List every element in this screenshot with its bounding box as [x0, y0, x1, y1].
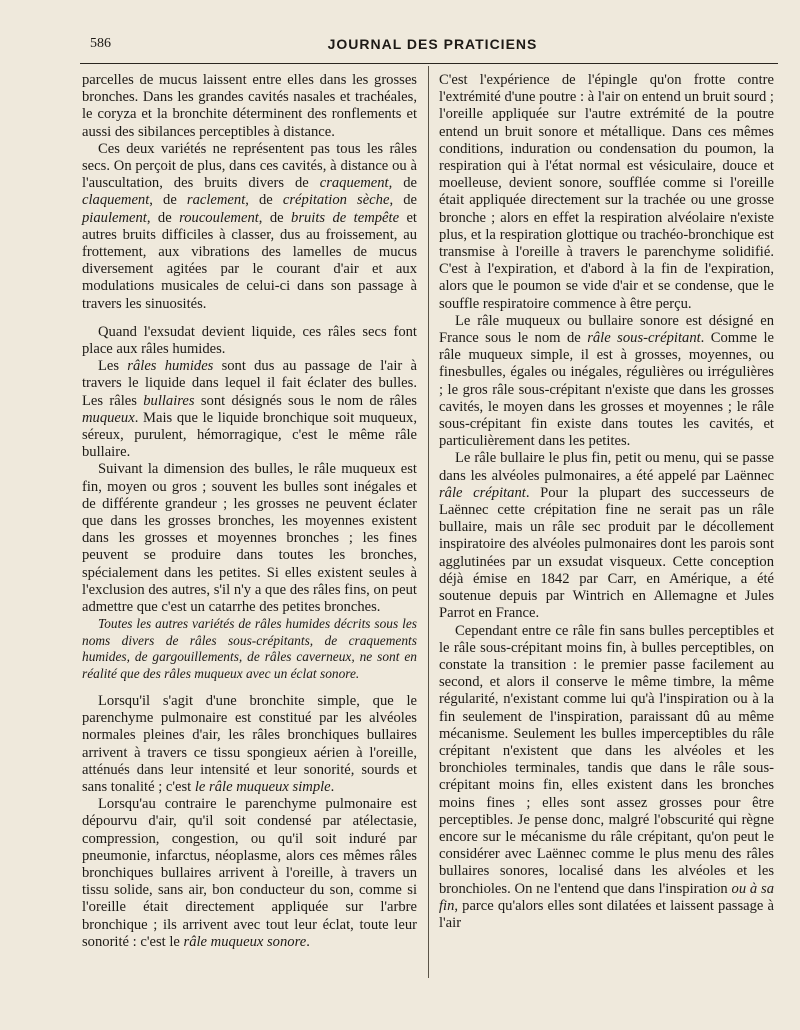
text-run: . Pour la plupart des successeurs de Laënnec cette crépitation fine ne serait pas un râle bullaire, mais un râle sec produit par le décollement inspiratoire des alvéoles pulmonaires dont les parois sont agglutinées par un exsudat visqueux. Cette conception déjà émise en 1842 par Carr, en Amérique, a été soutenue depuis par Wintrich en Allemagne et Jules Parrot en France. [439, 484, 774, 622]
text-run: et autres bruits difficiles à classer, dus au froissement, au frottement, aux vibrations des lamelles de mucus diversement agitées par le courant d'air et aux modulations musicales de celui-ci dans son passage à travers les sinuosités. [82, 209, 417, 312]
italic-term: roucoulement [179, 209, 259, 226]
running-title: JOURNAL DES PRATICIENS [327, 36, 538, 52]
italic-term: raclement [186, 192, 246, 209]
left-column [82, 72, 417, 951]
text-run: . Mais que le liquide bronchique soit muqueux, séreux, purulent, hémorragique, c'est le même râle bullaire. [82, 409, 417, 461]
italic-term: râle sous-crépitant [587, 330, 701, 347]
paragraph [82, 358, 417, 461]
paragraph: C'est l'expérience de l'épingle qu'on frotte contre l'extrémité d'une poutre : à l'air on entend un bruit sourd ; l'oreille appliquée sur l'autre extrémité de la poutre entend un bruit sonore et métallique. Dans ces mêmes conditions, induration ou condensation du poumon, la respiration qui à l'état normal est vésiculaire, douce et moelleuse, devient sonore, soufflée comme si l'oreille était appliquée directement sur la trachée ou une grosse bronche ; alors en effet la respiration alvéolaire n'existe plus, et la respiration glottique ou trachéo-bronchique est transmise à l'oreille à travers le parenchyme solidifié. C'est à l'expiration, et d'abord à la fin de l'expiration, alors que le poumon se vide d'air et se condense, que le souffle respiratoire commence à être perçu. [439, 72, 774, 312]
text-run: , de [245, 192, 283, 209]
text-run: Les [98, 358, 128, 375]
text-run: Cependant entre ce râle fin sans bulles perceptibles et le râle sous-crépitant moins fin, à bulles perceptibles, on constate la transition : le premier passe facilement au second, et alors il conserve le même timbre, la même régularité, n'existant comme lui qu'à l'inspiration ou à la fin seulement de l'inspiration, paraissant dû au même mécanisme. Seulement les bulles imperceptibles du râle crépitant n'existent que dans les alvéoles et les bronchioles terminales, tandis que dans le râle sous-crépitant moins fin, elles existent dans les bronches moins fines ; elles sont assez grosses pour être perceptibles. Je pense donc, malgré l'obscurité qui règne encore sur le mécanisme du râle crépitant, qu'on peut le considérer avec Laënnec comme le plus menu des râles bullaires sonores, localisé dans les alvéoles et les bronchioles. On ne l'entend que dans l'inspiration [439, 622, 774, 897]
header-rule [80, 63, 778, 64]
paragraph [439, 313, 774, 451]
column-divider [428, 66, 429, 978]
italic-term: râle crépitant [439, 484, 526, 501]
italic-term: craquement [319, 175, 389, 192]
page-number: 586 [90, 36, 111, 51]
text-run: sont désignés sous le nom de râles [194, 392, 417, 409]
text-run: , de [149, 192, 187, 209]
italic-term: le râle muqueux simple [194, 778, 331, 795]
paragraph [439, 450, 774, 622]
text-run: , de [389, 192, 417, 209]
paragraph [82, 141, 417, 313]
italic-note: Toutes les autres variétés de râles humides décrits sous les noms divers de râles sous-crépitants, de craquements humides, de gargouillements, de râles caverneux, ne sont en réalité que des râles muqueux avec un éclat sonore. [82, 616, 417, 681]
text-run: Le râle muqueux ou bullaire sonore est désigné en France sous le nom de [439, 312, 774, 347]
text-run: . [330, 778, 335, 795]
paragraph: Suivant la dimension des bulles, le râle muqueux est fin, moyen ou gros ; souvent les bulles sont inégales et de différente grandeur ; les grosses ne peuvent éclater que dans les grosses bronches, les moyennes existent dans les grosses et moyennes bronches ; les fines peuvent se produire dans toutes les bronches, spécialement dans les petites. Si elles existent seules à l'exclusion des autres, s'il n'y a que des râles fins, on peut admettre que c'est un catarrhe des petites bronches. [82, 461, 417, 616]
paragraph: parcelles de mucus laissent entre elles dans les grosses bronches. Dans les grandes cavités nasales et trachéales, le coryza et la bronchite déterminent des ronflements et aussi des sibilances perceptibles à distance. [82, 72, 417, 140]
text-run: Le râle bullaire le plus fin, petit ou menu, qui se passe dans les alvéoles pulmonaires, a été appelé par Laënnec [439, 450, 774, 484]
italic-term: bullaires [143, 392, 195, 409]
text-run: Lorsqu'au contraire le parenchyme pulmonaire est dépourvu d'air, qu'il soit condensé par atélectasie, compression, congestion, ou qu'il soit induré par pneumonie, infarctus, néoplasme, alors ces mêmes râles bronchiques bullaires arrivent à l'oreille, à travers un tissu solide, sans air, bon conducteur du son, comme si l'oreille était directement appliquée sur l'arbre bronchique ; ils arrivent avec tout leur éclat, toute leur sonorité : c'est le [82, 796, 417, 950]
text-run: sont dus au passage de l'air à travers le liquide dans lequel il fait éclater des bulles. Les râles [82, 358, 417, 409]
italic-term: ou à sa fin [439, 880, 774, 914]
text-run: Lorsqu'il s'agit d'une bronchite simple, que le parenchyme pulmonaire est constitué par les alvéoles normales pleines d'air, les râles bronchiques bullaires arrivent à travers ce tissu spongieux aérien à l'oreille, atténués dans leur intensité et leur sonorité, sourds et sans tonalité ; c'est [82, 692, 417, 795]
italic-term: bruits de tempête [291, 209, 400, 226]
page-header [90, 36, 775, 58]
text-run: , parce qu'alors elles sont dilatées et laissent passage à l'air [439, 897, 774, 931]
paragraph [439, 623, 774, 933]
italic-term: crépitation sèche [282, 192, 390, 209]
text-run: , de [388, 175, 417, 192]
paragraph [82, 693, 417, 796]
italic-term: piaulement [82, 209, 147, 226]
text-run: Ces deux variétés ne représentent pas tous les râles secs. On perçoit de plus, dans ces cavités, à distance ou à l'auscultation, des bruits divers de [82, 140, 417, 192]
text-run: , de [258, 209, 292, 226]
text-run: . [306, 933, 310, 950]
right-column [439, 72, 774, 932]
italic-term: râles humides [127, 358, 214, 375]
italic-term: claquement [82, 192, 150, 209]
paragraph: Quand l'exsudat devient liquide, ces râles secs font place aux râles humides. [82, 323, 417, 358]
text-run: , de [146, 209, 180, 226]
text-run: . Comme le râle muqueux simple, il est à grosses, moyennes, ou finesbulles, égales ou inégales, régulières ou irrégulières ; le gros râle sous-crépitant n'existe que dans les grosses cavités, le moyen dans les grosses et moyennes ; le râle sous-crépitant fin existe dans toutes les cavités, et particulièrement dans les petites. [439, 330, 774, 450]
italic-term: muqueux [82, 409, 135, 426]
paragraph [82, 796, 417, 951]
italic-term: râle muqueux sonore [183, 933, 307, 950]
